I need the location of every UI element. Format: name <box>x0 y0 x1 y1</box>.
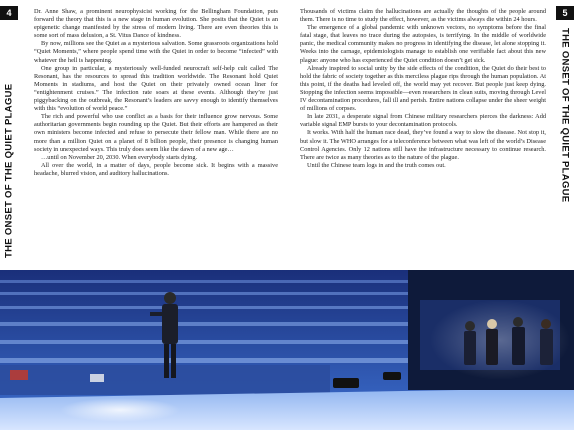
stadium-stage-photo <box>0 270 574 430</box>
left-paragraph-4: The rich and powerful who use conflict as a basis for their influence grow nervous. Some authoritarian governments begin rounding up the Quiet. But their efforts are hampered as their own ministers become infected and refuse to persecute their fellow man. While there are no more than a million Quiet on a planet of 8 billion people, their presence is changing human society in unexpected ways. This truly does seem like the dawn of a new age… <box>34 113 278 153</box>
right-paragraph-1: Thousands of victims claim the hallucinations are actually the thoughts of the people around them. There is no time to study the effect, however, as the victims always die within 24 hours. <box>300 8 546 24</box>
left-side-title: THE ONSET OF THE QUIET PLAGUE <box>3 83 15 258</box>
right-text-column <box>300 8 546 170</box>
right-side-tab <box>556 6 574 268</box>
left-paragraph-3: One group in particular, a mysteriously well-funded neurocraft self-help cult called The Resonant, has the resources to spread this tradition worldwide. The Resonant hold Quiet Moments in stadiums, and host the Quiet on their privately owned ocean liner for “entightenment cruises.” The infection rate soars at these events. Although they’re just piggybacking on the outbreak, the Resonant’s leaders are savvy enough to identify themselves with this “evolution of world peace.” <box>34 64 278 113</box>
left-paragraph-5: …until on November 20, 2030. When everybody starts dying. <box>41 153 198 161</box>
left-text-column <box>34 8 278 178</box>
left-paragraph-1: Dr. Anne Shaw, a prominent neurophysicist working for the Bellingham Foundation, puts forward the theory that this is a new stage in human evolution. She posits that the Quiet is an epigenetic change manifested by the stress of modern living. There are even theories this is some sort of mass delusion, a St. Vitus Dance of kindness. <box>34 8 278 40</box>
left-paragraph-6: All over the world, in a matter of days, people become sick. It begins with a massive headache, blurred vision, and auditory hallucinations. <box>34 161 278 177</box>
left-side-tab <box>0 6 18 268</box>
right-paragraph-2: The emergence of a global pandemic with unknown vectors, no symptoms before the final fatal stage, that leaves no trace during the autopsies, is terrifying. In the middle of worldwide panic, the medical community makes no progress in identifying the disease, let alone stopping it. Weeks into the carnage, epidemiologists manage to establish one verifiable fact about this new plague: anyone who has experienced the Quiet condition doesn’t get sick. <box>300 24 546 64</box>
right-page-number: 5 <box>556 6 574 20</box>
left-page-number: 4 <box>0 6 18 20</box>
right-paragraph-5: It works. With half the human race dead, they’ve found a way to slow the disease. Not stop it, but slow it. The WHO arranges for a teleconference between what was left of the world’s Disease Control Agencies. Only 12 nations still have the infrastructure necessary to continue research. There are twice as many theories as to the nature of the plague. <box>300 129 546 161</box>
right-paragraph-6: Until the Chinese team logs in and the truth comes out. <box>307 161 446 169</box>
stage-illustration <box>0 270 574 430</box>
left-paragraph-2: By now, millions see the Quiet as a mysterious salvation. Some grassroots organizations hold “Quiet Moments,” where people spend time with the Quiet in order to become “infected” with whatever the hell is happening. <box>34 40 278 64</box>
right-side-title: THE ONSET OF THE QUIET PLAGUE <box>559 28 571 203</box>
right-paragraph-3: Already inspired to social unity by the side effects of the condition, the Quiet do their best to hold the fabric of society together as this merciless plague rips through the human population. At this point, if the deaths had leveled off, the world may yet recover. But people just keep dying. Stopping the infection seems impossible—even researchers in clean suits, moving through Level IV decontamination procedures, fall ill and perish. Entire nations collapse under the sheer weight of millions of corpses. <box>300 64 546 113</box>
right-paragraph-4: In late 2031, a desperate signal from Chinese military researchers pierces the darkness: Add variable signal EMP bursts to your decontamination protocols. <box>300 113 546 129</box>
